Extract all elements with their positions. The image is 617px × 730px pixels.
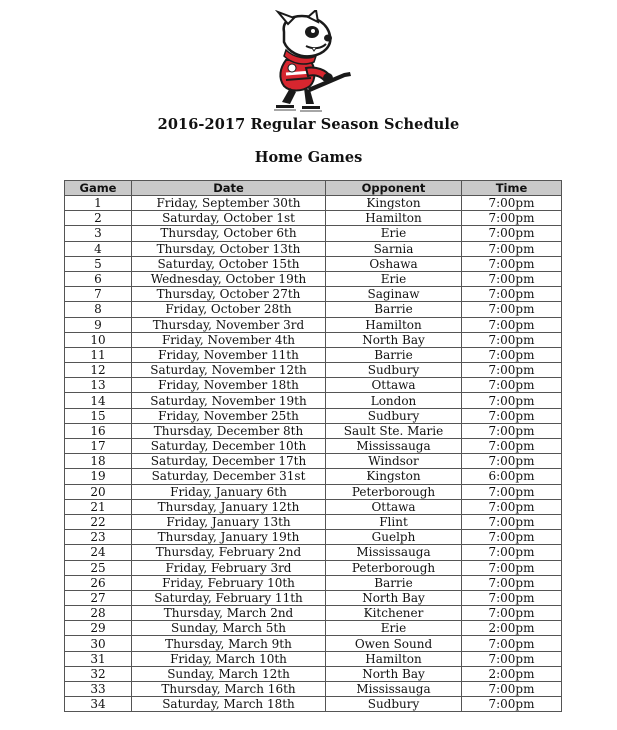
time-cell: 7:00pm [462,256,562,271]
opponent-cell: Mississauga [326,545,462,560]
table-row [65,621,562,636]
game-number-cell: 20 [65,484,132,499]
time-cell: 7:00pm [462,332,562,347]
date-cell: Saturday, February 11th [132,590,326,605]
opponent-cell: Oshawa [326,256,462,271]
schedule-table [64,180,562,712]
time-cell: 7:00pm [462,499,562,514]
game-number-cell: 1 [65,196,132,211]
table-row [65,332,562,347]
time-cell: 7:00pm [462,363,562,378]
date-cell: Thursday, January 19th [132,530,326,545]
time-cell: 2:00pm [462,666,562,681]
date-cell: Saturday, November 19th [132,393,326,408]
opponent-cell: Ottawa [326,378,462,393]
time-cell: 7:00pm [462,484,562,499]
opponent-cell: Ottawa [326,499,462,514]
time-cell: 7:00pm [462,393,562,408]
column-header-date: Date [132,181,326,196]
date-cell: Friday, February 3rd [132,560,326,575]
opponent-cell: Erie [326,621,462,636]
opponent-cell: Windsor [326,454,462,469]
game-number-cell: 22 [65,514,132,529]
column-header-time: Time [462,181,562,196]
table-row [65,666,562,681]
game-number-cell: 12 [65,363,132,378]
table-row [65,271,562,286]
date-cell: Thursday, October 13th [132,241,326,256]
table-row [65,302,562,317]
date-cell: Saturday, December 10th [132,439,326,454]
game-number-cell: 19 [65,469,132,484]
game-number-cell: 34 [65,697,132,712]
opponent-cell: Barrie [326,575,462,590]
time-cell: 7:00pm [462,575,562,590]
game-number-cell: 10 [65,332,132,347]
page-title: 2016-2017 Regular Season Schedule [157,116,460,133]
table-row [65,454,562,469]
time-cell: 6:00pm [462,469,562,484]
opponent-cell: Peterborough [326,560,462,575]
table-row [65,469,562,484]
date-cell: Friday, February 10th [132,575,326,590]
time-cell: 7:00pm [462,545,562,560]
date-cell: Saturday, November 12th [132,363,326,378]
table-row [65,393,562,408]
date-cell: Thursday, November 3rd [132,317,326,332]
opponent-cell: Erie [326,271,462,286]
opponent-cell: Kingston [326,469,462,484]
game-number-cell: 17 [65,439,132,454]
date-cell: Friday, January 6th [132,484,326,499]
table-row [65,545,562,560]
column-header-opponent: Opponent [326,181,462,196]
time-cell: 7:00pm [462,439,562,454]
time-cell: 7:00pm [462,530,562,545]
game-number-cell: 9 [65,317,132,332]
table-row [65,226,562,241]
game-number-cell: 31 [65,651,132,666]
time-cell: 2:00pm [462,621,562,636]
table-header-row [65,181,562,196]
table-row [65,682,562,697]
opponent-cell: Sarnia [326,241,462,256]
time-cell: 7:00pm [462,560,562,575]
game-number-cell: 16 [65,423,132,438]
date-cell: Saturday, October 1st [132,211,326,226]
table-row [65,439,562,454]
date-cell: Friday, November 11th [132,347,326,362]
table-row [65,287,562,302]
opponent-cell: Hamilton [326,211,462,226]
table-row [65,196,562,211]
opponent-cell: Erie [326,226,462,241]
opponent-cell: Mississauga [326,682,462,697]
date-cell: Thursday, January 12th [132,499,326,514]
time-cell: 7:00pm [462,241,562,256]
table-row [65,363,562,378]
opponent-cell: Peterborough [326,484,462,499]
time-cell: 7:00pm [462,636,562,651]
opponent-cell: North Bay [326,666,462,681]
time-cell: 7:00pm [462,378,562,393]
table-row [65,530,562,545]
table-row [65,241,562,256]
game-number-cell: 33 [65,682,132,697]
date-cell: Friday, November 4th [132,332,326,347]
opponent-cell: Kingston [326,196,462,211]
opponent-cell: North Bay [326,332,462,347]
game-number-cell: 8 [65,302,132,317]
game-number-cell: 5 [65,256,132,271]
date-cell: Sunday, March 5th [132,621,326,636]
table-row [65,347,562,362]
game-number-cell: 26 [65,575,132,590]
date-cell: Friday, March 10th [132,651,326,666]
date-cell: Saturday, March 18th [132,697,326,712]
table-row [65,408,562,423]
date-cell: Friday, November 18th [132,378,326,393]
table-row [65,499,562,514]
date-cell: Thursday, October 27th [132,287,326,302]
opponent-cell: Barrie [326,347,462,362]
game-number-cell: 14 [65,393,132,408]
time-cell: 7:00pm [462,514,562,529]
table-row [65,590,562,605]
opponent-cell: Hamilton [326,651,462,666]
table-row [65,211,562,226]
time-cell: 7:00pm [462,606,562,621]
date-cell: Thursday, March 9th [132,636,326,651]
time-cell: 7:00pm [462,317,562,332]
table-row [65,560,562,575]
date-cell: Wednesday, October 19th [132,271,326,286]
time-cell: 7:00pm [462,454,562,469]
time-cell: 7:00pm [462,408,562,423]
opponent-cell: Sault Ste. Marie [326,423,462,438]
game-number-cell: 21 [65,499,132,514]
table-row [65,378,562,393]
table-row [65,697,562,712]
game-number-cell: 18 [65,454,132,469]
opponent-cell: Mississauga [326,439,462,454]
table-row [65,606,562,621]
date-cell: Friday, November 25th [132,408,326,423]
column-header-game: Game [65,181,132,196]
game-number-cell: 3 [65,226,132,241]
opponent-cell: Hamilton [326,317,462,332]
date-cell: Friday, January 13th [132,514,326,529]
game-number-cell: 23 [65,530,132,545]
game-number-cell: 13 [65,378,132,393]
game-number-cell: 28 [65,606,132,621]
time-cell: 7:00pm [462,302,562,317]
game-number-cell: 24 [65,545,132,560]
time-cell: 7:00pm [462,271,562,286]
time-cell: 7:00pm [462,423,562,438]
opponent-cell: Kitchener [326,606,462,621]
date-cell: Saturday, December 17th [132,454,326,469]
game-number-cell: 27 [65,590,132,605]
date-cell: Saturday, December 31st [132,469,326,484]
time-cell: 7:00pm [462,347,562,362]
table-row [65,636,562,651]
game-number-cell: 32 [65,666,132,681]
date-cell: Thursday, October 6th [132,226,326,241]
date-cell: Thursday, March 16th [132,682,326,697]
date-cell: Saturday, October 15th [132,256,326,271]
table-row [65,514,562,529]
opponent-cell: Barrie [326,302,462,317]
opponent-cell: Sudbury [326,408,462,423]
time-cell: 7:00pm [462,682,562,697]
game-number-cell: 30 [65,636,132,651]
date-cell: Thursday, March 2nd [132,606,326,621]
opponent-cell: Sudbury [326,363,462,378]
opponent-cell: Owen Sound [326,636,462,651]
table-row [65,484,562,499]
opponent-cell: Flint [326,514,462,529]
opponent-cell: Guelph [326,530,462,545]
section-subtitle: Home Games [254,149,363,166]
time-cell: 7:00pm [462,196,562,211]
game-number-cell: 4 [65,241,132,256]
game-number-cell: 6 [65,271,132,286]
time-cell: 7:00pm [462,287,562,302]
bull-terrier-hockey-mascot-icon [256,10,364,114]
table-row [65,575,562,590]
date-cell: Sunday, March 12th [132,666,326,681]
game-number-cell: 29 [65,621,132,636]
time-cell: 7:00pm [462,697,562,712]
opponent-cell: Saginaw [326,287,462,302]
table-row [65,256,562,271]
time-cell: 7:00pm [462,651,562,666]
table-row [65,423,562,438]
opponent-cell: London [326,393,462,408]
game-number-cell: 7 [65,287,132,302]
opponent-cell: North Bay [326,590,462,605]
time-cell: 7:00pm [462,211,562,226]
table-row [65,651,562,666]
date-cell: Thursday, February 2nd [132,545,326,560]
game-number-cell: 25 [65,560,132,575]
time-cell: 7:00pm [462,226,562,241]
date-cell: Thursday, December 8th [132,423,326,438]
table-row [65,317,562,332]
opponent-cell: Sudbury [326,697,462,712]
game-number-cell: 15 [65,408,132,423]
game-number-cell: 2 [65,211,132,226]
date-cell: Friday, October 28th [132,302,326,317]
time-cell: 7:00pm [462,590,562,605]
date-cell: Friday, September 30th [132,196,326,211]
game-number-cell: 11 [65,347,132,362]
